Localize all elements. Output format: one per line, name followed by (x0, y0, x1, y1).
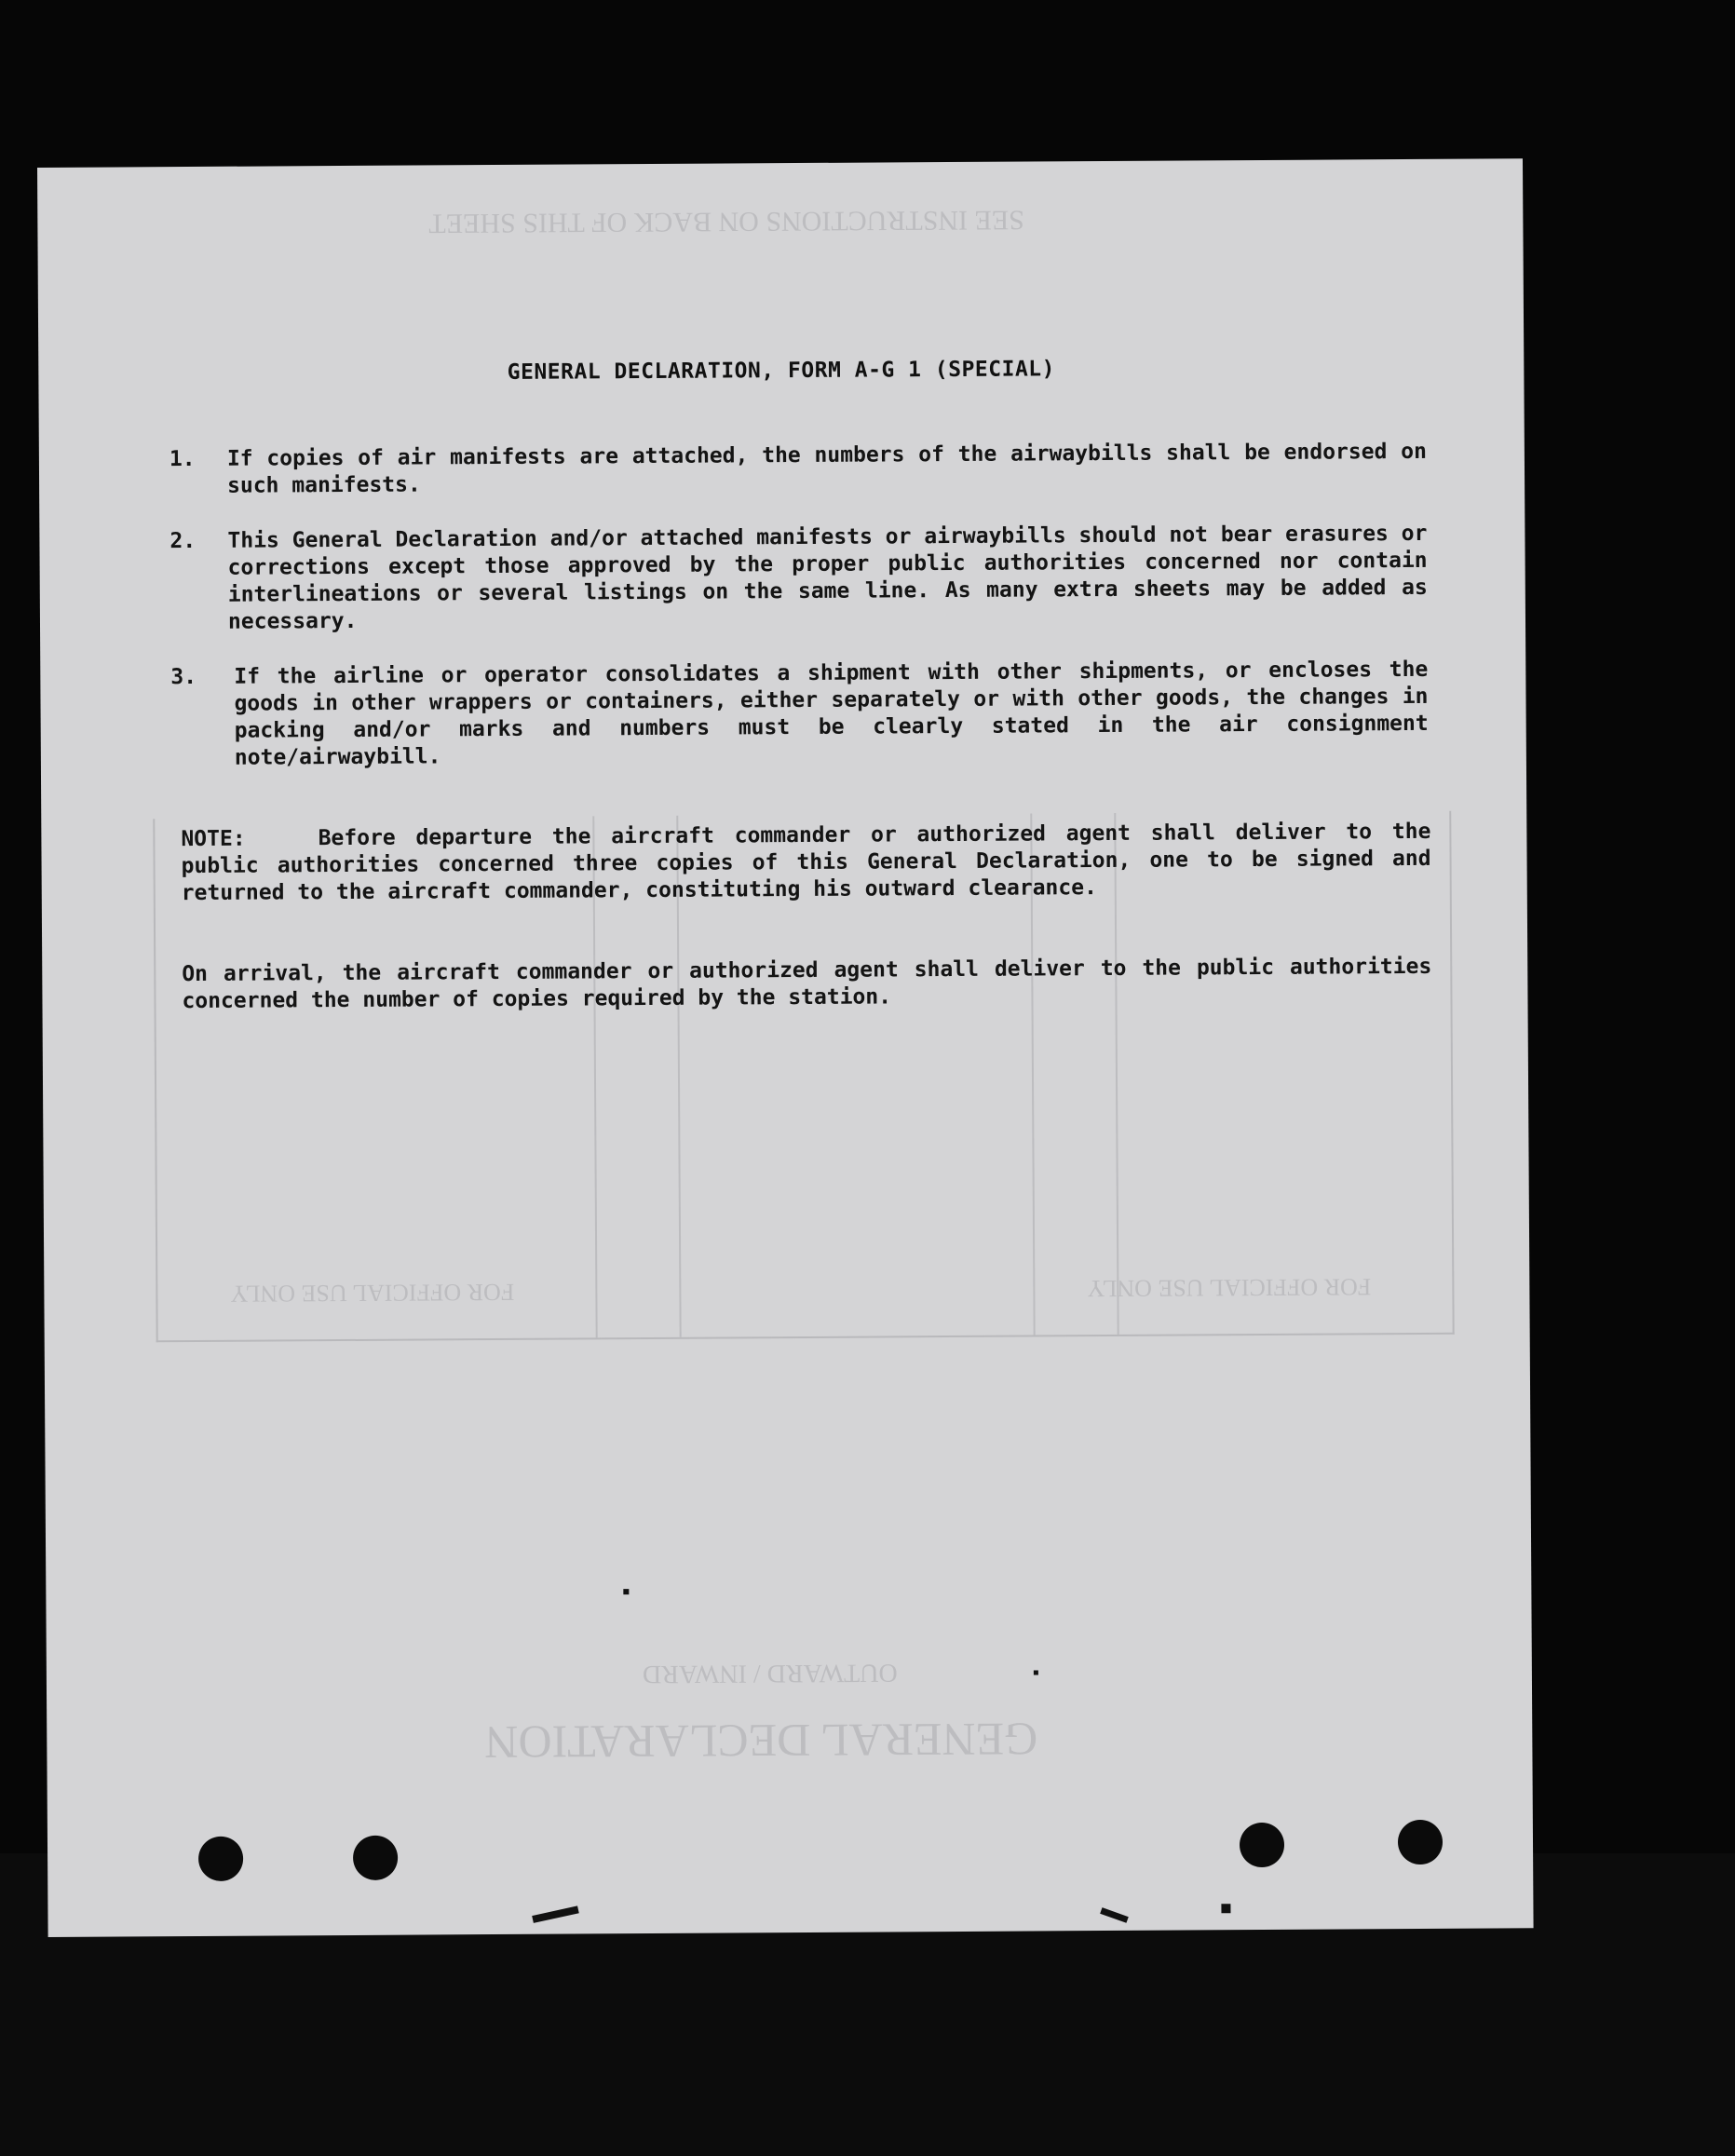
bleed-through-subheading: OUTWARD / INWARD (642, 1658, 898, 1689)
punch-hole (198, 1837, 243, 1881)
paper-speck (1034, 1670, 1038, 1675)
item-number: 2. (169, 528, 197, 554)
item-text: If copies of air manifests are attached, the numbers of the airwaybills shall be endorsed on such manifests. (226, 439, 1427, 498)
instruction-item (169, 439, 1427, 502)
document-page (37, 158, 1534, 1937)
paper-speck (532, 1905, 579, 1923)
item-number: 1. (169, 446, 196, 472)
paper-speck (623, 1589, 629, 1594)
bleed-through-official-use-left: FOR OFFICIAL USE ONLY (230, 1278, 515, 1308)
instruction-item (169, 521, 1428, 640)
note-paragraph (181, 819, 1431, 907)
item-number: 3. (170, 664, 197, 690)
punch-hole (1398, 1820, 1443, 1864)
item-text: If the airline or operator consolidates a shipment with other shipments, or encloses the goods in other wrappers or containers, either separately or with other goods, the changes in packing and/or marks and numbers must be clearly stated in the air consignment note/airwaybill. (234, 657, 1429, 770)
punch-hole (353, 1836, 398, 1880)
bleed-through-official-use-right: FOR OFFICIAL USE ONLY (1087, 1273, 1372, 1303)
bleed-through-top-line: SEE INSTRUCTIONS ON BACK OF THIS SHEET (428, 204, 1024, 239)
arrival-paragraph (182, 954, 1431, 1015)
page-title: GENERAL DECLARATION, FORM A-G 1 (SPECIAL) (507, 357, 1056, 385)
note-text: Before departure the aircraft commander or authorized agent shall deliver to the public authorities concerned three copies of this General Declaration, one to be signed and returned to the aircraft commander, constituting his outward clearance. (181, 819, 1431, 906)
bleed-through-heading: GENERAL DECLARATION (484, 1713, 1038, 1770)
paper-speck (1221, 1904, 1230, 1913)
paper-speck (1100, 1907, 1129, 1923)
note-label: NOTE: (181, 826, 246, 852)
instruction-item (170, 657, 1429, 776)
item-text: This General Declaration and/or attached manifests or airwaybills should not bear erasures or corrections except those approved by the proper public authorities concerned nor contain interlineations or several listings on the same line. As many extra sheets may be added as necessary. (227, 521, 1428, 634)
arrival-text: On arrival, the aircraft commander or authorized agent shall deliver to the public authorities concerned the number of copies required by the station. (182, 954, 1432, 1014)
punch-hole (1240, 1823, 1284, 1867)
